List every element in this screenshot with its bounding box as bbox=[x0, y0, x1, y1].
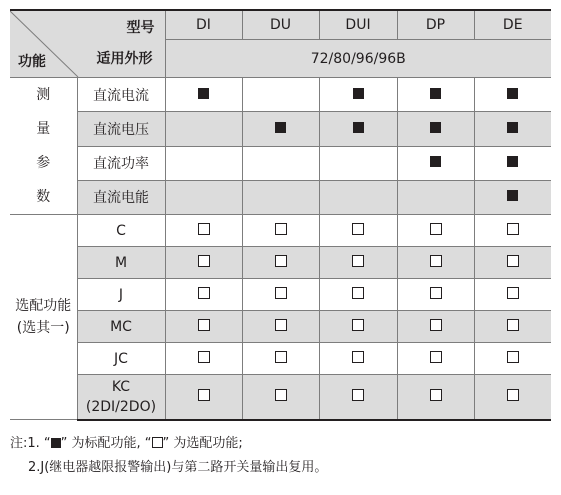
empty-square-icon bbox=[198, 319, 210, 331]
header-corner-cell bbox=[10, 10, 165, 78]
empty-square-icon bbox=[275, 389, 287, 401]
mark-cell bbox=[397, 146, 474, 180]
mark-cell bbox=[474, 375, 551, 420]
mark-cell bbox=[319, 146, 397, 180]
mark-cell bbox=[319, 279, 397, 311]
empty-square-icon bbox=[507, 319, 519, 331]
mark-cell bbox=[474, 247, 551, 279]
empty-square-icon bbox=[352, 351, 364, 363]
option-row-label bbox=[77, 375, 165, 420]
mark-cell bbox=[242, 343, 319, 375]
empty-square-icon bbox=[198, 351, 210, 363]
empty-square-icon bbox=[352, 287, 364, 299]
mark-cell bbox=[242, 215, 319, 247]
empty-square-icon bbox=[275, 319, 287, 331]
empty-square-icon bbox=[152, 437, 163, 448]
mark-cell bbox=[242, 78, 319, 112]
mark-cell bbox=[242, 112, 319, 146]
measure-row bbox=[10, 146, 551, 180]
option-group-label-line1: 选配功能 bbox=[15, 298, 72, 314]
mark-cell bbox=[474, 146, 551, 180]
measure-row bbox=[10, 78, 551, 112]
measure-row bbox=[10, 112, 551, 146]
measure-row-label: 直流电能 bbox=[77, 180, 165, 214]
measure-group-char: 测 bbox=[36, 87, 51, 103]
empty-square-icon bbox=[198, 255, 210, 267]
mark-cell bbox=[242, 375, 319, 420]
option-row-label bbox=[77, 311, 165, 343]
empty-square-icon bbox=[352, 223, 364, 235]
measure-row-label: 直流电流 bbox=[77, 78, 165, 112]
empty-square-icon bbox=[430, 319, 442, 331]
empty-square-icon bbox=[507, 255, 519, 267]
spec-table bbox=[10, 9, 551, 421]
mark-cell bbox=[319, 112, 397, 146]
measure-row bbox=[10, 180, 551, 214]
filled-square-icon bbox=[198, 88, 209, 99]
mark-cell bbox=[397, 78, 474, 112]
model-label: 型号 bbox=[126, 20, 155, 36]
empty-square-icon bbox=[507, 351, 519, 363]
mark-cell bbox=[319, 375, 397, 420]
filled-square-icon bbox=[353, 122, 364, 133]
mark-cell bbox=[165, 215, 242, 247]
note-1-mid: ” 为标配功能, “ bbox=[60, 436, 152, 451]
header-diagonal bbox=[10, 11, 165, 77]
empty-square-icon bbox=[352, 389, 364, 401]
option-row bbox=[10, 215, 551, 247]
filled-square-icon bbox=[51, 438, 61, 448]
mark-cell bbox=[319, 247, 397, 279]
shape-label: 适用外形 bbox=[96, 51, 153, 67]
filled-square-icon bbox=[430, 156, 441, 167]
mark-cell bbox=[397, 112, 474, 146]
model-cell: DU bbox=[242, 10, 319, 40]
empty-square-icon bbox=[430, 389, 442, 401]
notes bbox=[10, 432, 327, 480]
filled-square-icon bbox=[430, 122, 441, 133]
empty-square-icon bbox=[198, 287, 210, 299]
empty-square-icon bbox=[275, 223, 287, 235]
mark-cell bbox=[165, 78, 242, 112]
mark-cell bbox=[165, 311, 242, 343]
mark-cell bbox=[474, 311, 551, 343]
mark-cell bbox=[165, 247, 242, 279]
option-code: J bbox=[118, 286, 124, 303]
empty-square-icon bbox=[507, 389, 519, 401]
header-row-models bbox=[10, 10, 551, 40]
mark-cell bbox=[165, 146, 242, 180]
option-row-label bbox=[77, 343, 165, 375]
mark-cell bbox=[319, 311, 397, 343]
function-label: 功能 bbox=[18, 54, 46, 70]
empty-square-icon bbox=[198, 223, 210, 235]
measure-row-label: 直流电压 bbox=[77, 112, 165, 146]
option-row-label bbox=[77, 279, 165, 311]
option-row bbox=[10, 375, 551, 420]
option-group-label-line2: (选其一) bbox=[16, 320, 70, 336]
mark-cell bbox=[397, 279, 474, 311]
mark-cell bbox=[242, 247, 319, 279]
mark-cell bbox=[397, 343, 474, 375]
mark-cell bbox=[319, 343, 397, 375]
filled-square-icon bbox=[507, 88, 518, 99]
option-code: M bbox=[114, 254, 128, 271]
mark-cell bbox=[319, 78, 397, 112]
option-code: KC bbox=[111, 378, 131, 395]
model-cell: DUI bbox=[319, 10, 397, 40]
mark-cell bbox=[319, 180, 397, 214]
option-code-sublabel: (2DI/2DO) bbox=[85, 398, 157, 415]
mark-cell bbox=[165, 343, 242, 375]
note-line-1 bbox=[10, 432, 327, 456]
mark-cell bbox=[397, 247, 474, 279]
filled-square-icon bbox=[353, 88, 364, 99]
note-1-prefix: 注:1. “ bbox=[10, 436, 51, 451]
option-row bbox=[10, 279, 551, 311]
option-code: C bbox=[116, 222, 126, 239]
option-row bbox=[10, 311, 551, 343]
filled-square-icon bbox=[275, 122, 286, 133]
mark-cell bbox=[474, 215, 551, 247]
note-line-2: 2.J(继电器越限报警输出)与第二路开关量输出复用。 bbox=[28, 460, 328, 475]
mark-cell bbox=[242, 146, 319, 180]
mark-cell bbox=[397, 311, 474, 343]
empty-square-icon bbox=[430, 351, 442, 363]
model-cell: DE bbox=[474, 10, 551, 40]
measure-group-char: 参 bbox=[36, 155, 51, 171]
mark-cell bbox=[397, 180, 474, 214]
mark-cell bbox=[165, 375, 242, 420]
empty-square-icon bbox=[275, 255, 287, 267]
mark-cell bbox=[242, 279, 319, 311]
empty-square-icon bbox=[275, 351, 287, 363]
empty-square-icon bbox=[507, 287, 519, 299]
filled-square-icon bbox=[507, 190, 518, 201]
measure-group-char: 数 bbox=[36, 189, 51, 205]
option-group-label bbox=[10, 215, 77, 420]
model-cell: DI bbox=[165, 10, 242, 40]
option-row bbox=[10, 343, 551, 375]
note-1-suffix: ” 为选配功能; bbox=[162, 436, 243, 451]
mark-cell bbox=[474, 343, 551, 375]
mark-cell bbox=[242, 180, 319, 214]
empty-square-icon bbox=[430, 255, 442, 267]
mark-cell bbox=[397, 215, 474, 247]
mark-cell bbox=[242, 311, 319, 343]
empty-square-icon bbox=[430, 223, 442, 235]
model-cell: DP bbox=[397, 10, 474, 40]
measure-row-label: 直流功率 bbox=[77, 146, 165, 180]
filled-square-icon bbox=[430, 88, 441, 99]
empty-square-icon bbox=[352, 319, 364, 331]
option-row-label bbox=[77, 215, 165, 247]
mark-cell bbox=[165, 279, 242, 311]
mark-cell bbox=[474, 112, 551, 146]
mark-cell bbox=[165, 180, 242, 214]
mark-cell bbox=[474, 279, 551, 311]
mark-cell bbox=[474, 180, 551, 214]
filled-square-icon bbox=[507, 122, 518, 133]
measure-group-label bbox=[10, 78, 77, 215]
option-code: MC bbox=[110, 318, 132, 335]
mark-cell bbox=[474, 78, 551, 112]
option-row bbox=[10, 247, 551, 279]
measure-group-char: 量 bbox=[36, 121, 51, 137]
option-code: JC bbox=[114, 350, 128, 367]
empty-square-icon bbox=[198, 389, 210, 401]
filled-square-icon bbox=[507, 156, 518, 167]
mark-cell bbox=[397, 375, 474, 420]
mark-cell bbox=[319, 215, 397, 247]
shape-value-cell: 72/80/96/96B bbox=[165, 40, 551, 78]
option-row-label bbox=[77, 247, 165, 279]
mark-cell bbox=[165, 112, 242, 146]
empty-square-icon bbox=[430, 287, 442, 299]
empty-square-icon bbox=[352, 255, 364, 267]
empty-square-icon bbox=[507, 223, 519, 235]
empty-square-icon bbox=[275, 287, 287, 299]
